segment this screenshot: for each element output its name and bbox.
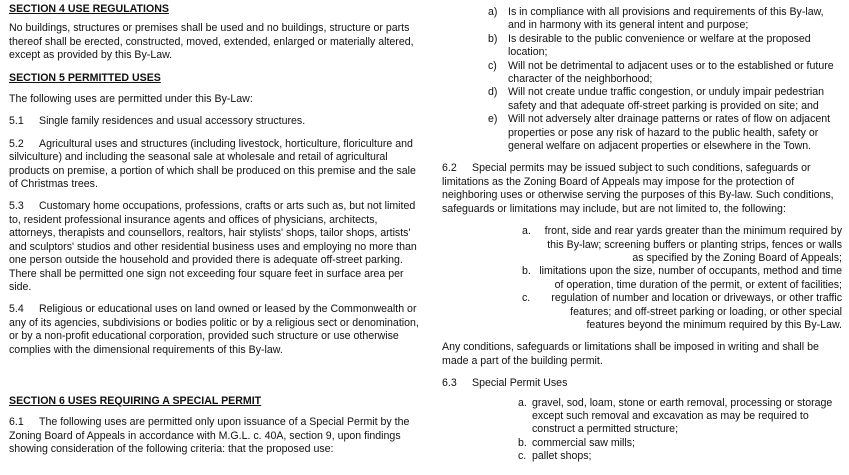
criteria-item-a — [488, 6, 842, 33]
paragraph-6-2-after: Any conditions, safeguards or limitations shall be imposed in writing and shall be made a part of the building permit. — [442, 341, 819, 367]
list-text: regulation of number and location or driveways, or other traffic features; and off-street parking or loading, or other special features beyond the minimum required by this By-Law. — [551, 292, 842, 331]
criteria-item-c — [488, 60, 842, 87]
paragraph-number: 6.2 — [442, 162, 457, 175]
sp-use-item-a — [518, 397, 842, 437]
condition-item-a — [522, 225, 842, 265]
paragraph-6-2 — [442, 162, 842, 216]
paragraph-6-1 — [9, 416, 425, 456]
paragraph-text: Special permits may be issued subject to such conditions, safeguards or limitations as the Zoning Board of Appeals may impose for the protection of neighboring uses or otherwise serving the purposes of this By-law. Such conditions, safeguards or limitations may include, but are not limited to, the following: — [442, 162, 834, 215]
list-marker: c) — [488, 59, 497, 72]
list-marker: b. — [518, 436, 527, 449]
list-text: Is desirable to the public convenience or welfare at the proposed location; — [508, 32, 811, 59]
list-text: limitations upon the size, number of occupants, method and time of operation, time duration of the permit, or extent of facilities; — [539, 265, 842, 291]
paragraph-text: Religious or educational uses on land owned or leased by the Commonwealth or any of its agencies, subdivisions or bodies politic or by a religious sect or denomination, or by a non-profit educational corporation, provided such structure or use otherwise complies with the dimensional requirements of this By-law. — [9, 303, 419, 356]
section-5-intro: The following uses are permitted under this By-Law: — [9, 93, 253, 106]
criteria-list — [442, 6, 842, 153]
criteria-item-e — [488, 113, 842, 153]
list-text: pallet shops; — [532, 450, 592, 463]
sp-use-item-b — [518, 437, 842, 450]
list-marker: b. — [522, 265, 531, 278]
paragraph-5-4 — [9, 303, 425, 357]
section-4-heading: SECTION 4 USE REGULATIONS — [9, 3, 169, 15]
paragraph-number: 5.2 — [9, 137, 24, 150]
list-text: commercial saw mills; — [532, 436, 636, 449]
paragraph-number: 6.3 — [442, 377, 457, 390]
condition-item-b — [522, 265, 842, 292]
list-marker: b) — [488, 32, 498, 45]
list-text: Will not be detrimental to adjacent uses or to the established or future character of the neighborhood; — [508, 59, 834, 86]
special-permit-uses-list — [442, 397, 842, 464]
paragraph-text: The following uses are permitted only upon issuance of a Special Permit by the Zoning Board of Appeals in accordance with M.G.L. c. 40A, section 9, upon findings showing consideration of the following criteria: that the proposed use: — [9, 416, 410, 456]
section-4-text: No buildings, structures or premises shall be used and no buildings, structure or parts thereof shall be erected, constructed, moved, extended, enlarged or materially altered, except as provided by this By-Law. — [9, 22, 414, 62]
list-text: Is in compliance with all provisions and requirements of this By-law, and in harmony with its general intent and purpose; — [508, 6, 824, 32]
paragraph-5-2 — [9, 138, 425, 192]
paragraph-text: Agricultural uses and structures (including livestock, horticulture, floriculture and silviculture) and including the seasonal sale at wholesale and retail of agricultural products on premise, a portion of which shall be produced on this premise and the sale of Christmas trees. — [9, 137, 416, 191]
right-column — [442, 0, 842, 464]
list-marker: e) — [488, 113, 498, 126]
condition-item-c — [522, 292, 842, 332]
paragraph-number: 5.1 — [9, 115, 24, 128]
list-text: Will not adversely alter drainage patterns or rates of flow on adjacent properties or pose any risk of hazard to the public health, safety or general welfare on adjacent properties or elsewhere in the Town. — [508, 113, 831, 153]
paragraph-5-1 — [9, 115, 425, 128]
list-text: gravel, sod, loam, stone or earth removal, processing or storage except such removal and excavation as may be required to construct a permitted structure; — [532, 396, 833, 436]
sp-use-item-c — [518, 450, 842, 463]
list-marker: c. — [522, 292, 531, 305]
paragraph-text: Customary home occupations, professions, crafts or arts such as, but not limited to, resident professional insurance agents and offices of physicians, architects, attorneys, therapists and counsellors, realtors, hair stylists' shops, tailor shops, artists' and sculptors' studios and other residential business uses and employing no more than one person outside the household and provided there is adequate off-street parking. There shall be permitted one sign not exceeding four square feet in surface area per side. — [9, 200, 417, 293]
list-marker: a. — [518, 396, 527, 409]
left-column — [9, 0, 425, 457]
paragraph-number: 5.3 — [9, 200, 24, 213]
list-marker: c. — [518, 450, 527, 463]
list-text: front, side and rear yards greater than the minimum required by this By-law; screening buffers or planting strips, fences or walls as specified by the Zoning Board of Appeals; — [544, 225, 842, 264]
paragraph-text: Single family residences and usual accessory structures. — [39, 115, 306, 128]
paragraph-number: 5.4 — [9, 303, 24, 316]
paragraph-number: 6.1 — [9, 416, 24, 429]
section-6-heading: SECTION 6 USES REQUIRING A SPECIAL PERMIT — [9, 394, 262, 407]
paragraph-5-3 — [9, 200, 425, 294]
criteria-item-d — [488, 86, 842, 113]
section-5-heading: SECTION 5 PERMITTED USES — [9, 71, 161, 84]
list-marker: d) — [488, 86, 498, 99]
list-marker: a) — [488, 6, 498, 18]
list-marker: a. — [522, 225, 531, 238]
paragraph-title: Special Permit Uses — [472, 377, 568, 390]
criteria-item-b — [488, 33, 842, 60]
conditions-list — [442, 225, 842, 332]
paragraph-6-3 — [442, 377, 842, 390]
list-text: Will not create undue traffic congestion, or unduly impair pedestrian safety and that adequate off-street parking is provided on site; and — [508, 86, 825, 112]
